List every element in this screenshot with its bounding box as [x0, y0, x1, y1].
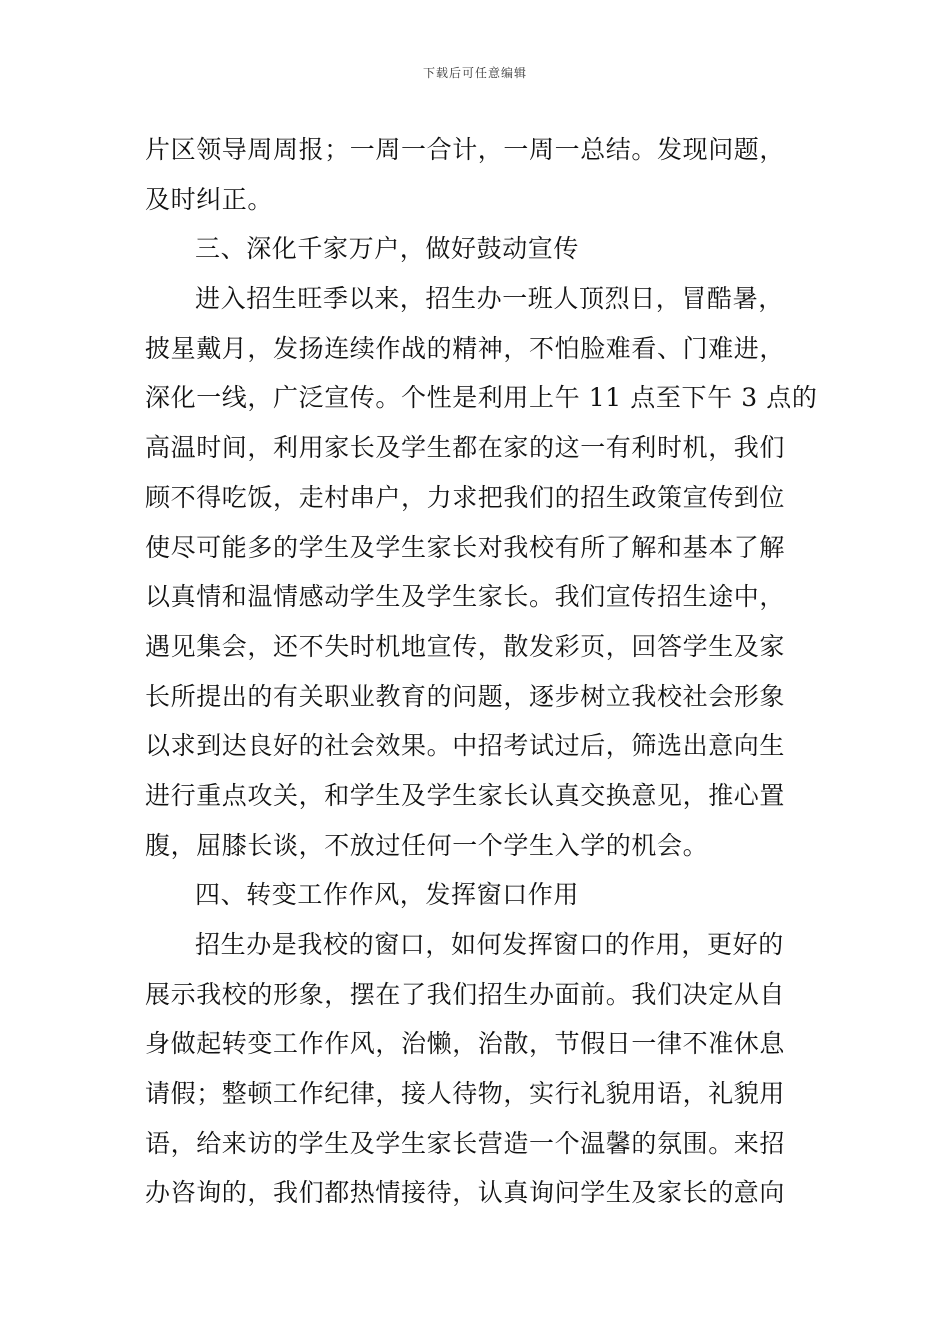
text-line: 以真情和温情感动学生及学生家长。我们宣传招生途中， [145, 582, 786, 612]
text-line: 办咨询的，我们都热情接待，认真询问学生及家长的意向 [145, 1178, 786, 1208]
text-line: 三、深化千家万户，做好鼓动宣传 [195, 234, 580, 264]
text-line: 遇见集会，还不失时机地宣传，散发彩页，回答学生及家 [145, 631, 786, 661]
text-line: 进入招生旺季以来，招生办一班人顶烈日，冒酷暑， [195, 284, 784, 314]
text-line: 高温时间，利用家长及学生都在家的这一有利时机，我们 [145, 433, 786, 463]
text-line: 长所提出的有关职业教育的问题，逐步树立我校社会形象 [145, 681, 786, 711]
text-line: 以求到达良好的社会效果。中招考试过后，筛选出意向生 [145, 731, 786, 761]
text-line: 展示我校的形象，摆在了我们招生办面前。我们决定从自 [145, 979, 786, 1009]
text-line: 四、转变工作作风，发挥窗口作用 [195, 880, 580, 910]
page-header: 下载后可任意编辑 [422, 66, 527, 80]
document-body [145, 125, 818, 1218]
text-line: 腹，屈膝长谈，不放过任何一个学生入学的机会。 [145, 830, 709, 860]
text-line: 身做起转变工作作风，治懒，治散，节假日一律不准休息 [145, 1029, 786, 1059]
text-line: 语，给来访的学生及学生家长营造一个温馨的氛围。来招 [145, 1128, 786, 1158]
text-line: 请假；整顿工作纪律，接人待物，实行礼貌用语，礼貌用 [145, 1079, 786, 1109]
text-line: 及时纠正。 [145, 184, 274, 214]
text-line: 顾不得吃饭，走村串户，力求把我们的招生政策宣传到位 [145, 482, 786, 512]
text-line: 深化一线，广泛宣传。个性是利用上午 11 点至下午 3 点的 [145, 383, 818, 413]
text-line: 进行重点攻关，和学生及学生家长认真交换意见，推心置 [145, 780, 786, 810]
text-line: 披星戴月，发扬连续作战的精神，不怕脸难看、门难进， [145, 333, 786, 363]
text-line: 使尽可能多的学生及学生家长对我校有所了解和基本了解 [145, 532, 786, 562]
text-line: 招生办是我校的窗口，如何发挥窗口的作用，更好的 [195, 930, 784, 959]
text-line: 片区领导周周报；一周一合计，一周一总结。发现问题， [145, 135, 786, 164]
